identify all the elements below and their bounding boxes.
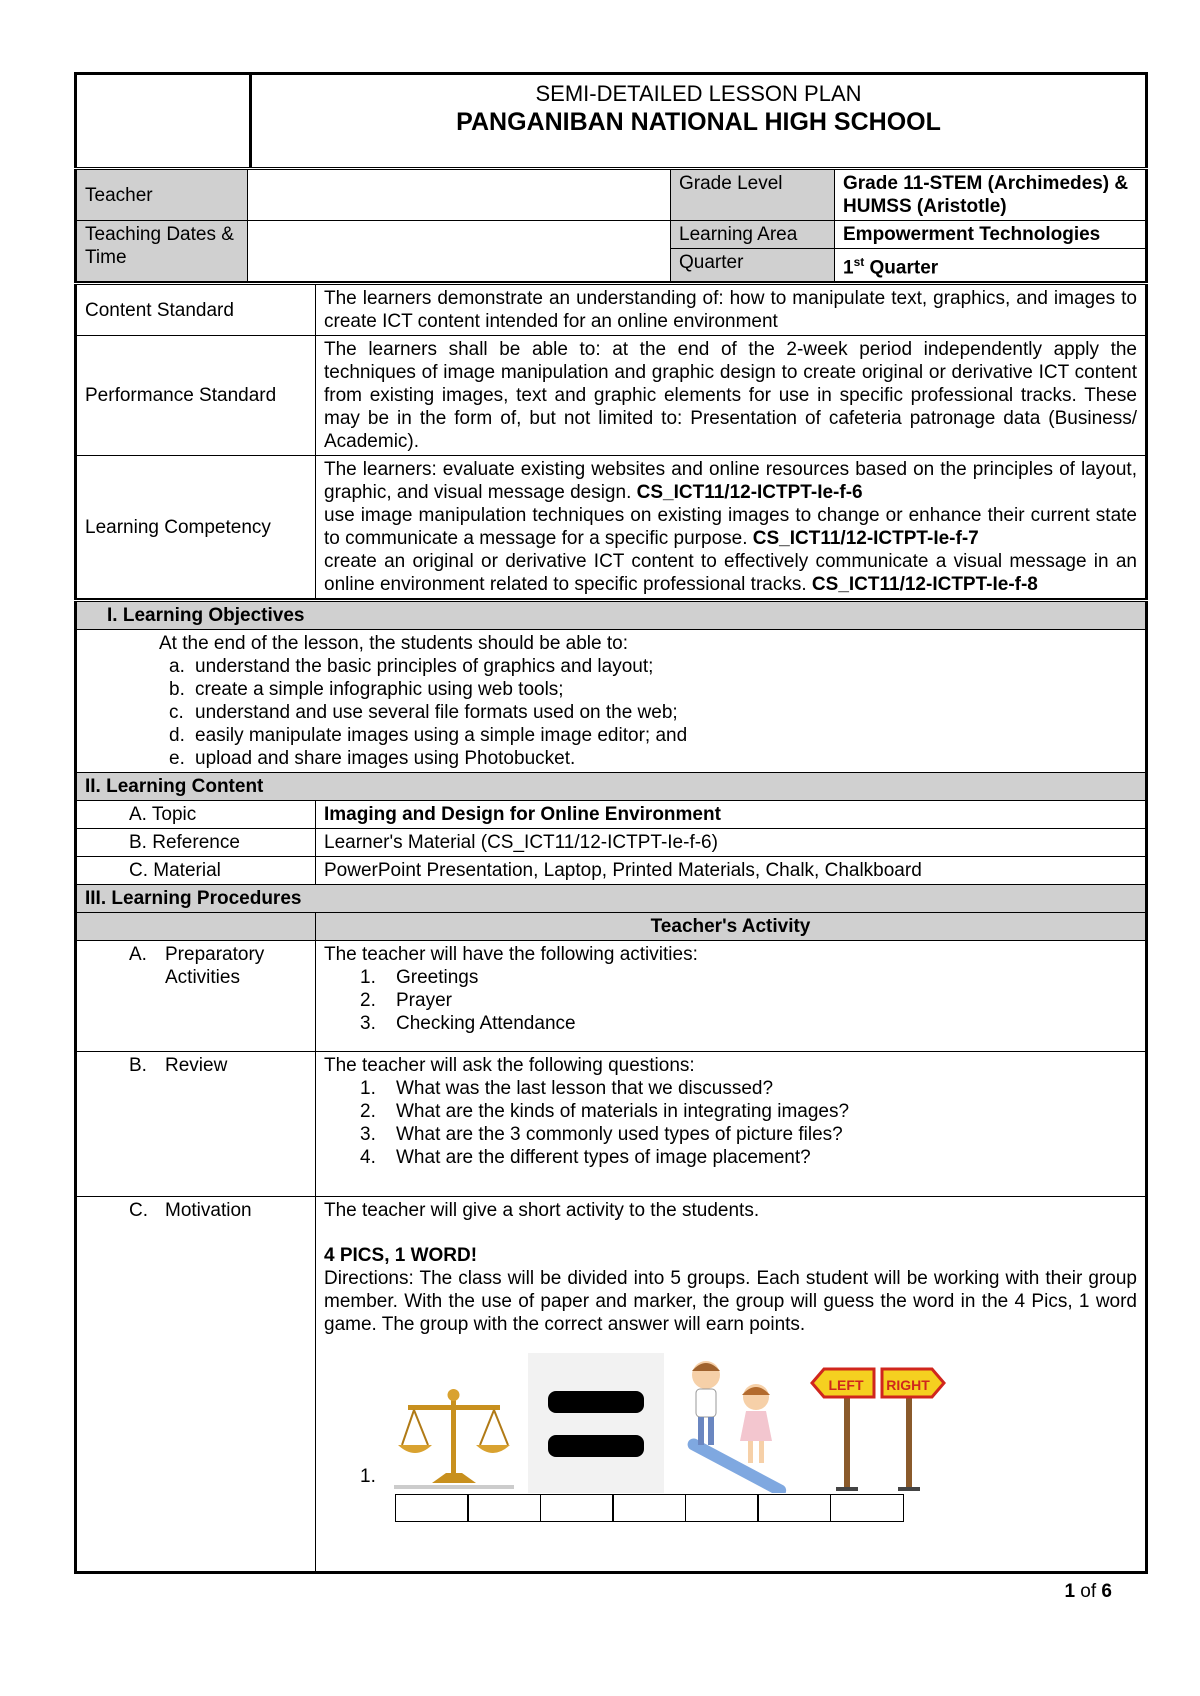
grade-level-value: Grade 11-STEM (Archimedes) & HUMSS (Aristotle) xyxy=(835,169,1147,221)
performance-standard-text: The learners shall be able to: at the end of the 2-week period independently apply the techniques of image manipulation and graphic design to create original or derivative ICT content from existing images, text and graphic elements for use in specific professional tracks. These may be in the form of, but not limited to: Presentation of cafeteria patronage data (Business/ Academic). xyxy=(316,336,1147,456)
balance-scale-icon xyxy=(394,1383,514,1493)
motivation-label-cell: C. Motivation xyxy=(76,1197,316,1573)
review-intro: The teacher will ask the following questions: xyxy=(324,1055,695,1077)
lesson-plan-page xyxy=(74,72,1148,1574)
answer-box[interactable] xyxy=(467,1494,541,1522)
answer-box[interactable] xyxy=(612,1494,686,1522)
teaching-dates-label: Teaching Dates & Time xyxy=(76,221,248,282)
learning-competency-label: Learning Competency xyxy=(76,456,316,599)
document-type: SEMI-DETAILED LESSON PLAN xyxy=(535,81,862,106)
answer-boxes xyxy=(396,1494,1137,1522)
preparatory-list xyxy=(324,966,1137,1035)
answer-box[interactable] xyxy=(685,1494,759,1522)
page-number: 1 of 6 xyxy=(1064,1581,1112,1602)
preparatory-item: 3. Checking Attendance xyxy=(360,1013,576,1035)
teaching-dates-value xyxy=(248,221,671,282)
learning-area-value: Empowerment Technologies xyxy=(835,221,1147,249)
grade-level-label: Grade Level xyxy=(671,169,835,221)
content-standard-label: Content Standard xyxy=(76,284,316,336)
review-cell xyxy=(316,1052,1147,1197)
info-table xyxy=(74,167,1148,282)
review-item: 1. What was the last lesson that we discussed? xyxy=(360,1078,774,1100)
review-label-cell: B. Review xyxy=(76,1052,316,1197)
objectives-heading: I. Learning Objectives xyxy=(76,601,1147,630)
objectives-cell xyxy=(76,630,1147,773)
preparatory-label: Preparatory Activities xyxy=(165,944,265,989)
preparatory-item: 2. Prayer xyxy=(360,990,452,1012)
competency-code-3: CS_ICT11/12-ICTPT-Ie-f-8 xyxy=(811,574,1038,596)
preparatory-item: 1. Greetings xyxy=(360,967,479,989)
competency-code-1: CS_ICT11/12-ICTPT-Ie-f-6 xyxy=(636,482,863,504)
answer-box[interactable] xyxy=(395,1494,469,1522)
objective-item: d. easily manipulate images using a simple image editor; and xyxy=(169,725,688,747)
equals-sign-icon xyxy=(528,1353,664,1493)
objective-item: b. create a simple infographic using web tools; xyxy=(169,679,564,701)
reference-label: B. Reference xyxy=(76,829,316,857)
review-item: 2. What are the kinds of materials in integrating images? xyxy=(360,1101,850,1123)
review-label: Review xyxy=(165,1055,228,1077)
teacher-value xyxy=(248,169,671,221)
quarter-value: 1st Quarter xyxy=(835,249,1147,282)
topic-label: A. Topic xyxy=(76,801,316,829)
motivation-intro: The teacher will give a short activity to the students. xyxy=(324,1200,760,1222)
sign-left-text: LEFT xyxy=(828,1377,864,1394)
review-item: 4. What are the different types of image placement? xyxy=(360,1147,811,1169)
preparatory-label-cell: A. Preparatory Activities xyxy=(76,941,316,1052)
sign-right-text: RIGHT xyxy=(886,1377,930,1394)
teacher-label: Teacher xyxy=(76,169,248,221)
document-header xyxy=(74,72,1148,167)
motivation-label: Motivation xyxy=(165,1200,252,1222)
content-standard-text: The learners demonstrate an understanding of: how to manipulate text, graphics, and images to create ICT content intended for an online environment xyxy=(316,284,1147,336)
material-label: C. Material xyxy=(76,857,316,885)
left-right-signs-icon xyxy=(808,1363,948,1493)
quarter-label: Quarter xyxy=(671,249,835,282)
topic-value: Imaging and Design for Online Environment xyxy=(316,801,1147,829)
logo-cell xyxy=(77,75,252,167)
competency-code-2: CS_ICT11/12-ICTPT-Ie-f-7 xyxy=(752,528,979,550)
kids-balancing-icon xyxy=(678,1353,794,1493)
reference-value: Learner's Material (CS_ICT11/12-ICTPT-Ie-f-6) xyxy=(316,829,1147,857)
puzzle-number: 1. xyxy=(360,1466,376,1488)
content-heading: II. Learning Content xyxy=(76,773,1147,801)
material-value: PowerPoint Presentation, Laptop, Printed Materials, Chalk, Chalkboard xyxy=(316,857,1147,885)
objectives-intro: At the end of the lesson, the students should be able to: xyxy=(159,633,628,655)
learning-area-label: Learning Area xyxy=(671,221,835,249)
performance-standard-label: Performance Standard xyxy=(76,336,316,456)
objective-item: a. understand the basic principles of graphics and layout; xyxy=(169,656,654,678)
answer-box[interactable] xyxy=(540,1494,614,1522)
standards-table xyxy=(74,282,1148,599)
procedures-heading: III. Learning Procedures xyxy=(76,885,1147,913)
objective-item: e. upload and share images using Photobucket. xyxy=(169,748,576,770)
review-list xyxy=(324,1077,1137,1169)
motivation-cell xyxy=(316,1197,1147,1573)
lesson-body-table xyxy=(74,599,1148,1574)
school-name: PANGANIBAN NATIONAL HIGH SCHOOL xyxy=(456,108,941,136)
review-item: 3. What are the 3 commonly used types of picture files? xyxy=(360,1124,843,1146)
objectives-list xyxy=(77,655,1137,770)
game-directions: Directions: The class will be divided into 5 groups. Each student will be working with their group member. With the use of paper and marker, the group will guess the word in the 4 Pics, 1 word game. The group with the correct answer will earn points. xyxy=(324,1268,1137,1336)
answer-box[interactable] xyxy=(757,1494,831,1522)
procedures-col-blank xyxy=(76,913,316,941)
objective-item: c. understand and use several file formats used on the web; xyxy=(169,702,678,724)
preparatory-intro: The teacher will have the following activities: xyxy=(324,944,698,966)
title-block xyxy=(252,75,1145,167)
answer-box[interactable] xyxy=(830,1494,904,1522)
learning-competency-text: The learners: evaluate existing websites and online resources based on the principles of layout, graphic, and visual message design. CS_ICT11/12-ICTPT-Ie-f-6 use image manipulation techniques on existing images to change or enhance their current state to communicate a message for a specific purpose. CS_ICT11/12-ICTPT-Ie-f-7 create an original or derivative ICT content to effectively communicate a visual message in an online environment related to specific professional tracks. CS_ICT11/12-ICTPT-Ie-f-8 xyxy=(316,456,1147,599)
game-title: 4 PICS, 1 WORD! xyxy=(324,1245,478,1267)
preparatory-cell xyxy=(316,941,1147,1052)
teacher-activity-heading: Teacher's Activity xyxy=(316,913,1147,941)
